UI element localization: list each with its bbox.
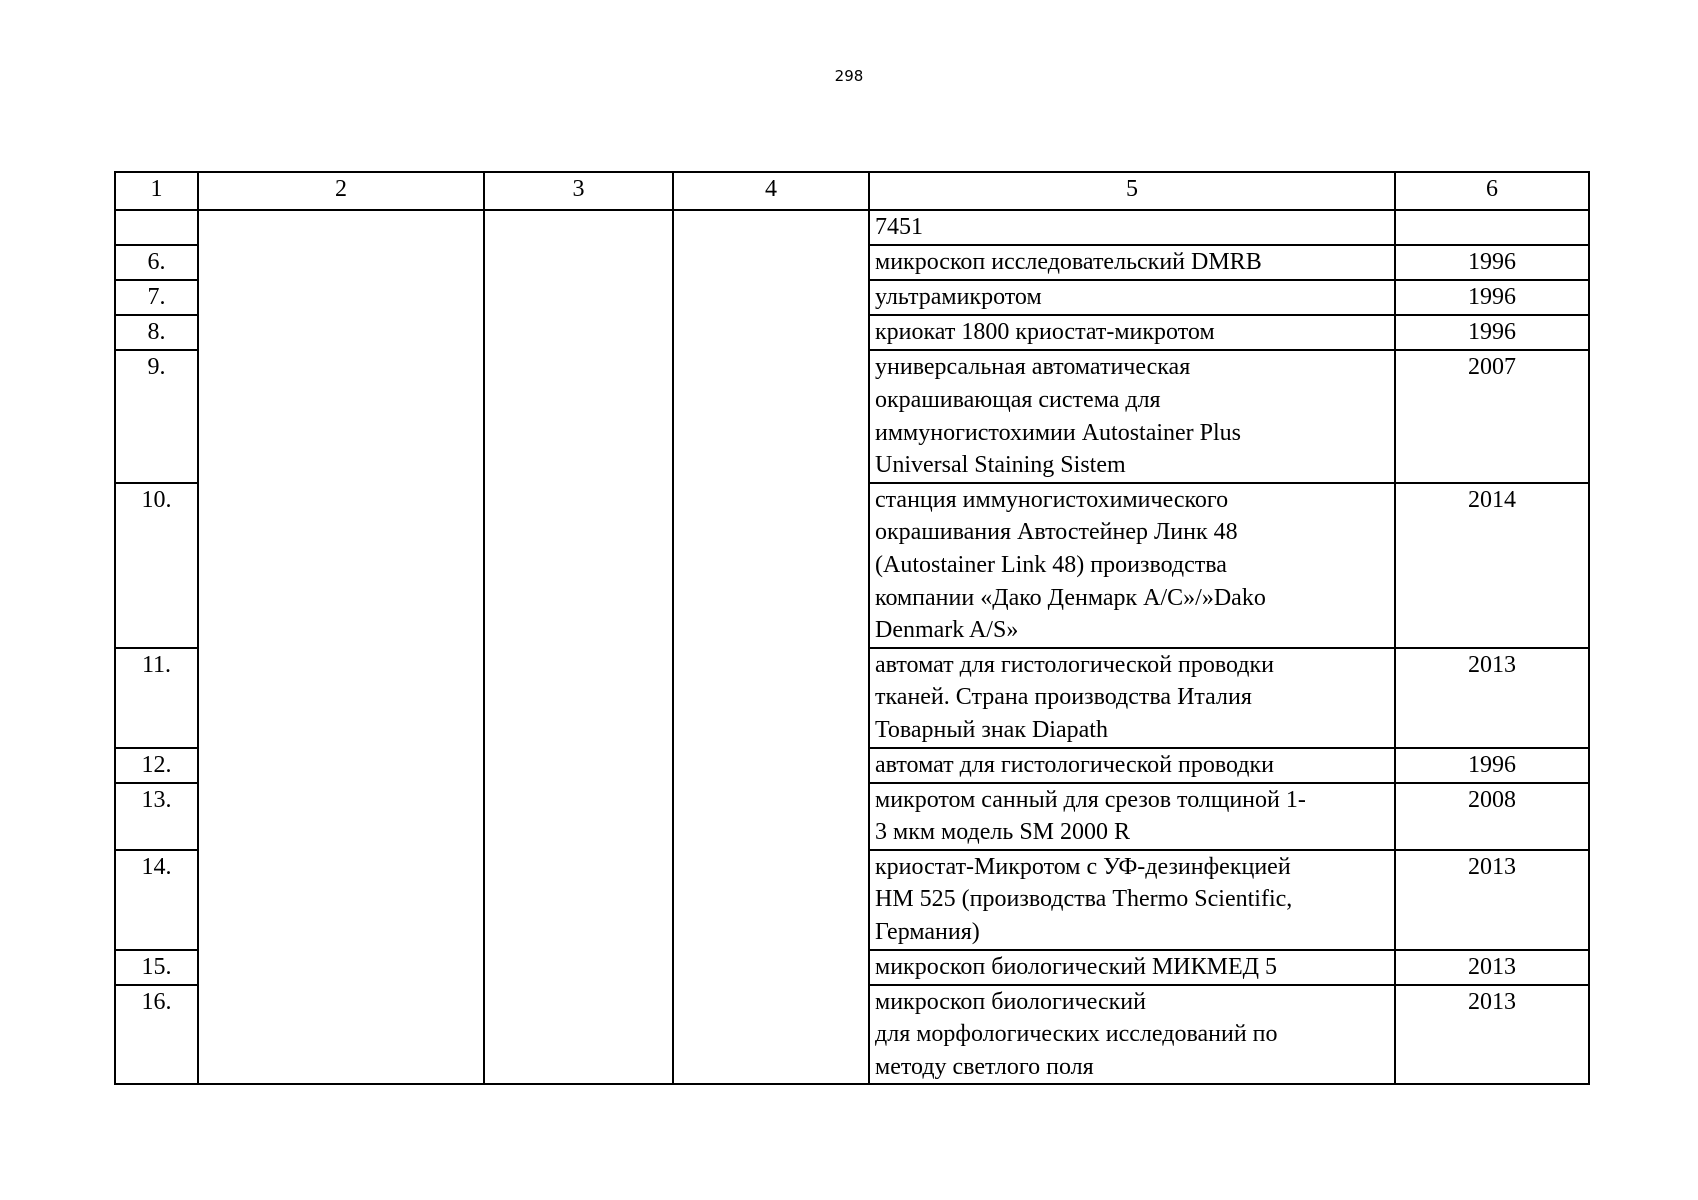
row-number-cell: 9. [115,350,198,482]
col-4-merged-cell [673,210,869,1084]
description-line: компании «Дако Денмарк А/С»/»Dako [875,584,1266,611]
row-number-cell: 14. [115,850,198,950]
description-line: Universal Staining Sistem [875,452,1126,479]
year-cell: 2013 [1395,985,1589,1085]
description-line: для морфологических исследований по [875,1021,1278,1048]
page-number: 298 [834,67,864,85]
year-cell: 1996 [1395,748,1589,783]
column-header-2: 2 [198,172,484,210]
description-line: микроскоп исследовательский DMRB [875,249,1262,276]
column-header-6: 6 [1395,172,1589,210]
row-number-cell: 16. [115,985,198,1085]
description-cell [869,210,1395,245]
description-cell [869,315,1395,350]
row-number-cell: 11. [115,648,198,748]
description-line: (Autostainer Link 48) производства [875,551,1227,578]
description-cell [869,985,1395,1085]
row-number-cell: 15. [115,950,198,985]
year-cell: 1996 [1395,245,1589,280]
equipment-table [114,171,1590,1085]
year-cell: 2013 [1395,950,1589,985]
year-cell: 2014 [1395,483,1589,648]
col-2-merged-cell [198,210,484,1084]
description-line: криостат-Микротом с УФ-дезинфекцией [875,853,1291,880]
description-cell [869,350,1395,482]
row-number-cell: 10. [115,483,198,648]
description-line: 7451 [875,214,923,240]
description-cell [869,648,1395,748]
year-cell: 1996 [1395,280,1589,315]
column-header-3: 3 [484,172,673,210]
description-line: Германия) [875,918,980,945]
description-line: 3 мкм модель SM 2000 R [875,819,1131,846]
row-number-cell: 12. [115,748,198,783]
description-line: криокат 1800 криостат-микротом [875,319,1215,346]
description-line: микроскоп биологический МИКМЕД 5 [875,953,1277,980]
year-cell: 2013 [1395,648,1589,748]
description-line: Товарный знак Diapath [875,716,1108,743]
description-line: тканей. Страна производства Италия [875,684,1252,711]
description-cell [869,280,1395,315]
description-line: HM 525 (производства Thermo Scientific, [875,886,1293,913]
year-cell: 2008 [1395,783,1589,850]
row-number-cell: 6. [115,245,198,280]
description-line: методу светлого поля [875,1053,1094,1080]
year-cell: 2013 [1395,850,1589,950]
row-number-cell: 8. [115,315,198,350]
description-line: Denmark A/S» [875,617,1019,644]
row-number-cell [115,210,198,245]
description-line: автомат для гистологической проводки [875,651,1275,678]
description-cell [869,748,1395,783]
column-header-5: 5 [869,172,1395,210]
table-body [115,172,1589,1084]
row-number-cell: 13. [115,783,198,850]
col-3-merged-cell [484,210,673,1084]
description-line: окрашивания Автостейнер Линк 48 [875,519,1238,546]
description-line: микротом санный для срезов толщиной 1- [875,786,1306,813]
column-header-4: 4 [673,172,869,210]
description-cell [869,783,1395,850]
description-line: станция иммуногистохимического [875,486,1229,513]
description-line: окрашивающая система для [875,386,1161,413]
description-line: иммуногистохимии Autostainer Plus [875,419,1242,446]
table-header-row [115,172,1589,210]
description-line: ультрамикротом [875,284,1042,311]
row-number-cell: 7. [115,280,198,315]
description-line: микроскоп биологический [875,988,1146,1015]
description-cell [869,950,1395,985]
description-cell [869,483,1395,648]
column-header-1: 1 [115,172,198,210]
description-cell [869,245,1395,280]
description-line: автомат для гистологической проводки [875,751,1275,778]
year-cell: 2007 [1395,350,1589,482]
year-cell [1395,210,1589,245]
description-cell [869,850,1395,950]
year-cell: 1996 [1395,315,1589,350]
description-line: универсальная автоматическая [875,354,1191,381]
table-row [115,210,1589,245]
